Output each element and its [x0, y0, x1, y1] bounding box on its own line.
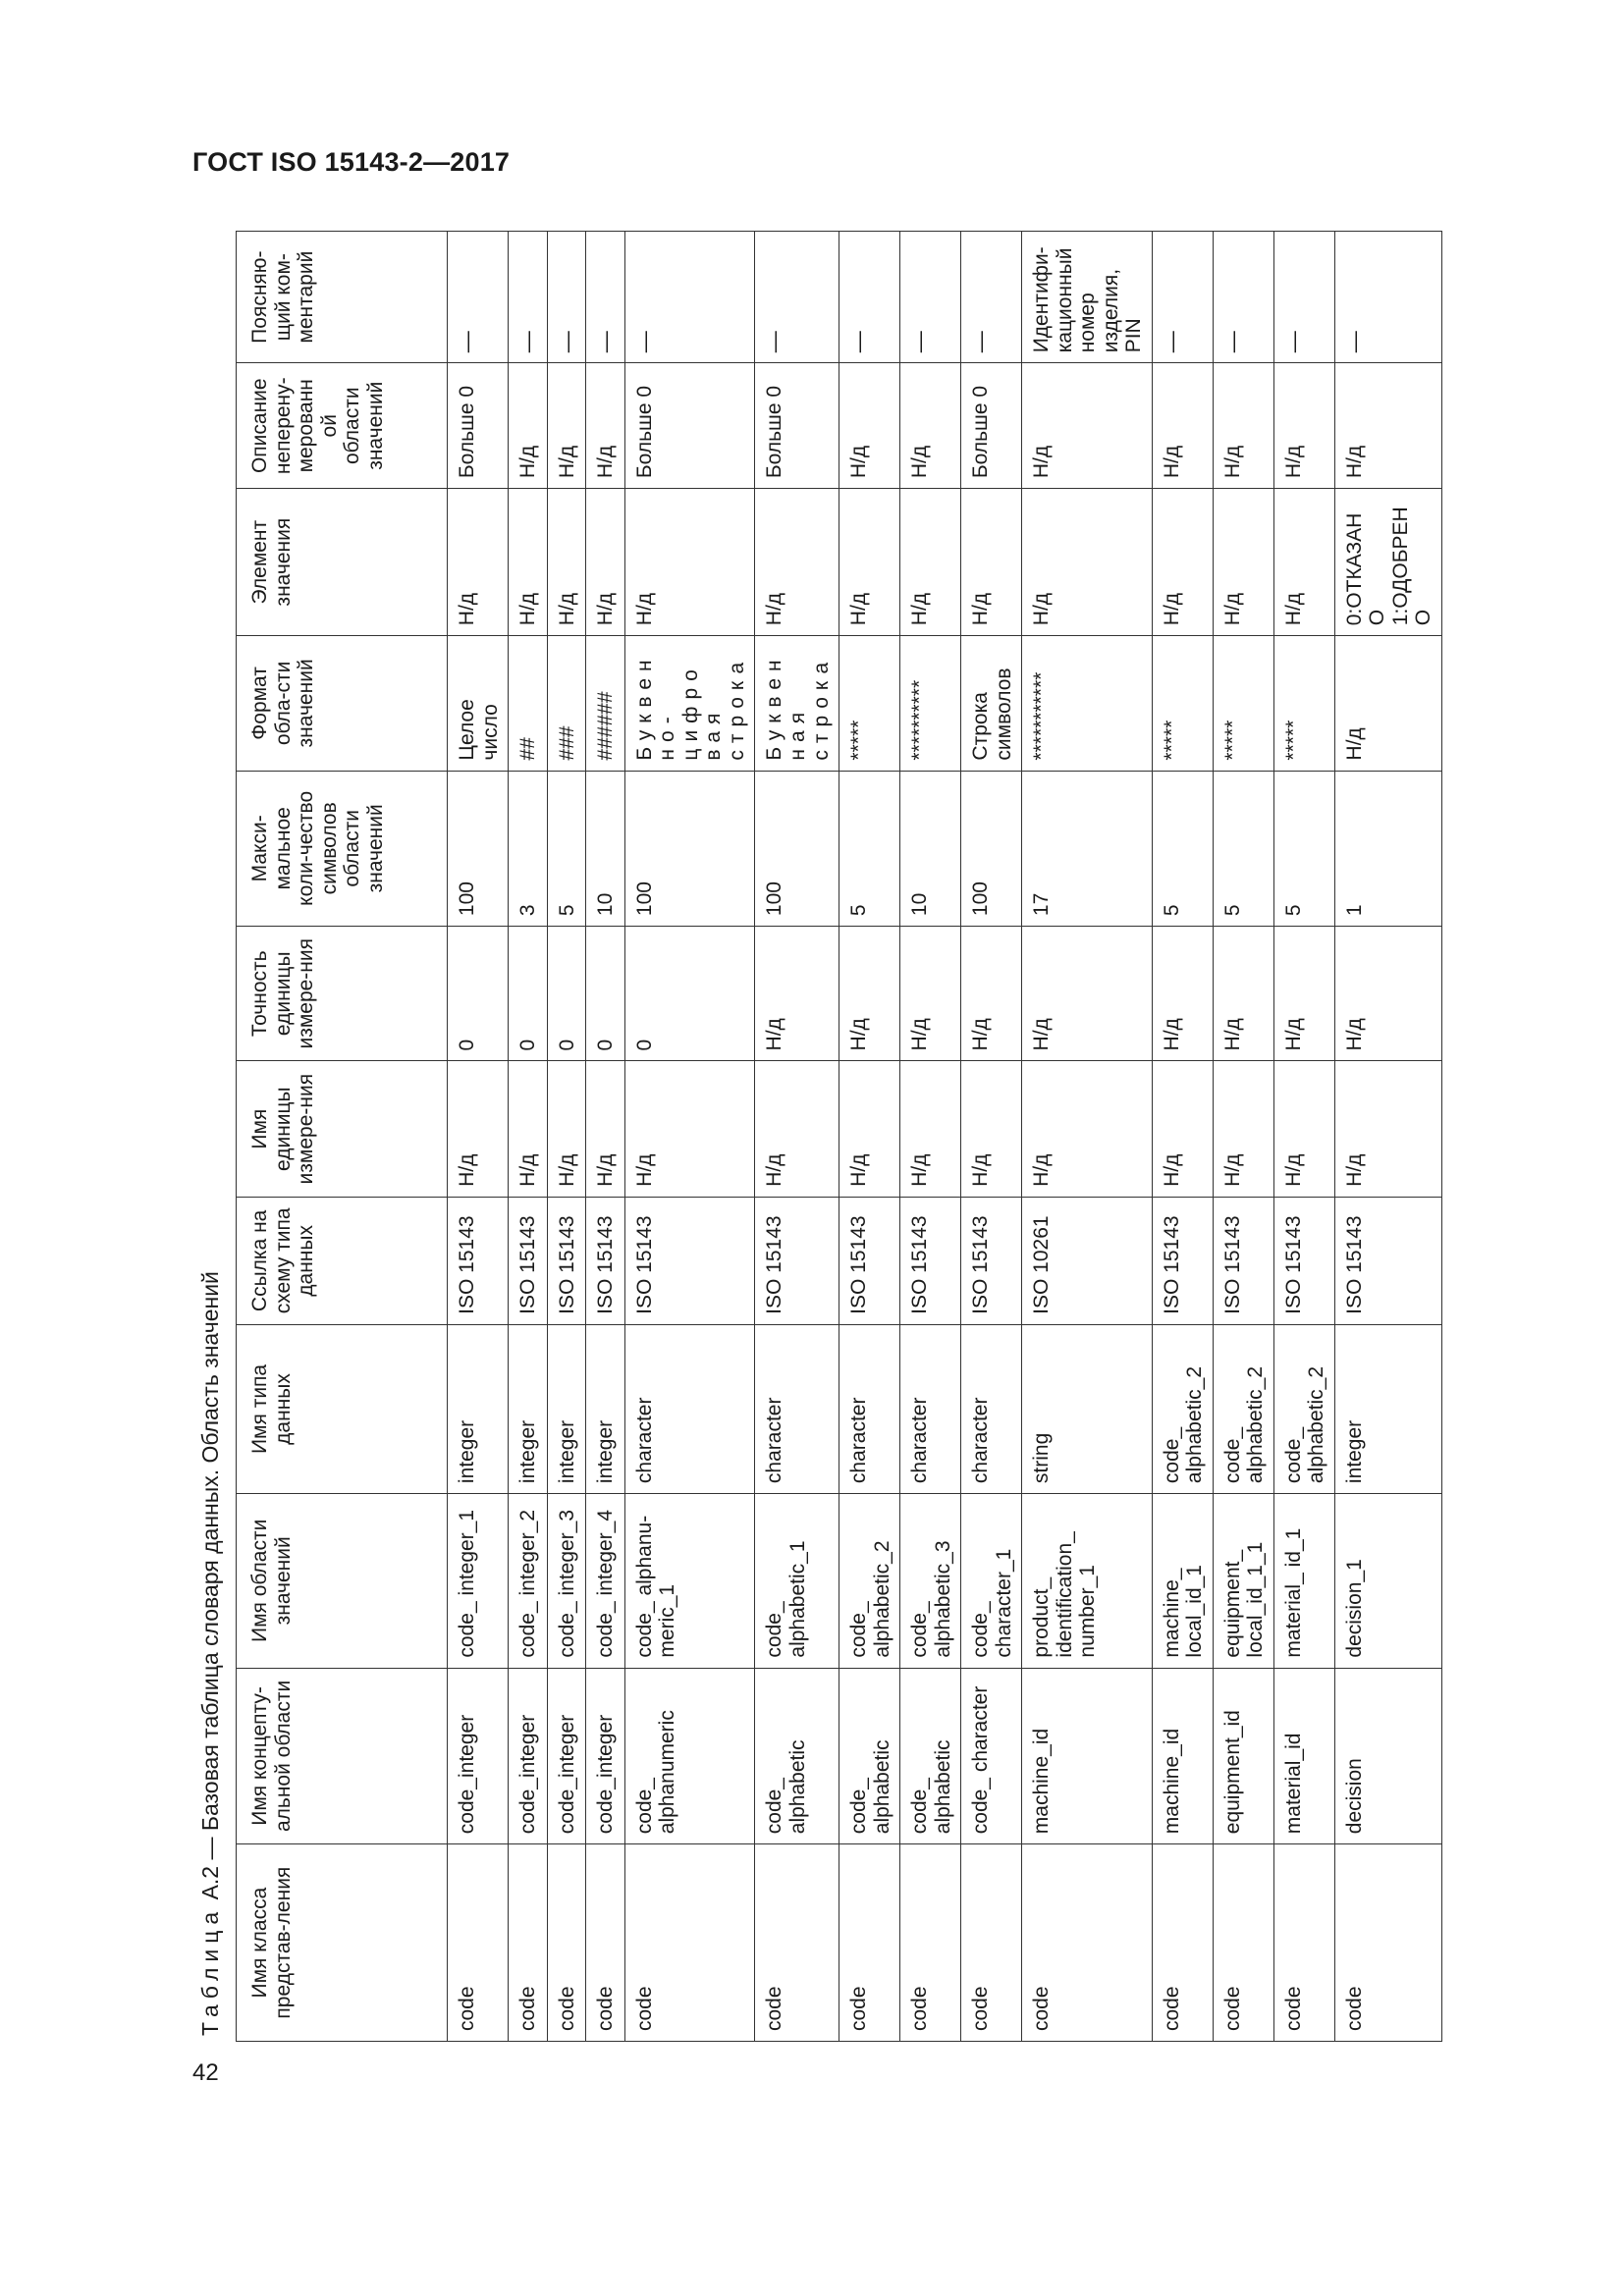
- table-cell: Н/д: [586, 1061, 625, 1197]
- table-cell: Н/д: [509, 363, 548, 489]
- table-cell: ISO 15143: [624, 1197, 755, 1324]
- table-cell: —: [586, 232, 625, 363]
- table-cell: Н/д: [1273, 489, 1334, 636]
- table-cell: Буквенная строка: [755, 636, 839, 771]
- table-cell: code_ integer_1: [448, 1494, 509, 1669]
- table-cell: Строка символов: [961, 636, 1022, 771]
- table-cell: code_integer: [547, 1668, 586, 1844]
- table-cell: 0: [586, 927, 625, 1061]
- table-cell: character: [839, 1324, 900, 1493]
- table-cell: —: [900, 232, 961, 363]
- table-cell: product_ identification_ number_1: [1022, 1494, 1153, 1669]
- table-cell: 5: [547, 771, 586, 927]
- table-cell: —: [509, 232, 548, 363]
- table-cell: code: [961, 1844, 1022, 2042]
- document-header: ГОСТ ISO 15143-2—2017: [192, 147, 511, 177]
- table-cell: ISO 15143: [961, 1197, 1022, 1324]
- table-cell: Н/д: [1152, 489, 1213, 636]
- table-cell: *****: [1273, 636, 1334, 771]
- table-cell: Н/д: [448, 489, 509, 636]
- table-cell: Н/д: [509, 1061, 548, 1197]
- table-cell: 3: [509, 771, 548, 927]
- table-cell: character: [755, 1324, 839, 1493]
- column-header: Элемент значения: [237, 489, 448, 636]
- table-cell: Н/д: [1152, 1061, 1213, 1197]
- table-cell: ISO 15143: [448, 1197, 509, 1324]
- table-row: [1022, 232, 1153, 2042]
- table-cell: Н/д: [755, 1061, 839, 1197]
- table-cell: code: [624, 1844, 755, 2042]
- table-cell: Н/д: [448, 1061, 509, 1197]
- table-row: [1273, 232, 1334, 2042]
- table-cell: Н/д: [547, 489, 586, 636]
- table-caption: [190, 231, 236, 2042]
- table-cell: Н/д: [586, 489, 625, 636]
- table-cell: equipment_ local_id_1_1: [1213, 1494, 1273, 1669]
- table-cell: Н/д: [547, 1061, 586, 1197]
- table-cell: Н/д: [1213, 489, 1273, 636]
- table-cell: —: [547, 232, 586, 363]
- table-cell: integer: [448, 1324, 509, 1493]
- table-cell: integer: [1334, 1324, 1441, 1493]
- table-cell: —: [755, 232, 839, 363]
- table-cell: code_ alphanu-meric_1: [624, 1494, 755, 1669]
- table-cell: ISO 10261: [1022, 1197, 1153, 1324]
- header-row: [237, 232, 448, 2042]
- table-cell: Н/д: [624, 1061, 755, 1197]
- table-cell: ISO 15143: [900, 1197, 961, 1324]
- table-cell: Больше 0: [448, 363, 509, 489]
- table-cell: ***********: [1022, 636, 1153, 771]
- table-cell: 5: [1273, 771, 1334, 927]
- column-header: Макси-мальное коли-чество символов области значений: [237, 771, 448, 927]
- table-cell: Н/д: [1213, 927, 1273, 1061]
- table-cell: —: [1152, 232, 1213, 363]
- table-cell: Н/д: [900, 363, 961, 489]
- table-cell: code_ alphabetic_2: [839, 1494, 900, 1669]
- table-cell: Н/д: [586, 363, 625, 489]
- column-header: Точность единицы измере-ния: [237, 927, 448, 1061]
- table-caption-text: А.2 — Базовая таблица словаря данных. Область значений: [197, 1271, 223, 1900]
- table-cell: code: [448, 1844, 509, 2042]
- table-cell: Больше 0: [624, 363, 755, 489]
- table-cell: code_ character_1: [961, 1494, 1022, 1669]
- table-cell: —: [1334, 232, 1441, 363]
- table-cell: Н/д: [961, 1061, 1022, 1197]
- table-cell: Н/д: [755, 927, 839, 1061]
- table-cell: Н/д: [839, 489, 900, 636]
- table-cell: code: [1152, 1844, 1213, 2042]
- table-cell: Н/д: [1334, 363, 1441, 489]
- table-cell: code: [900, 1844, 961, 2042]
- table-cell: ISO 15143: [509, 1197, 548, 1324]
- rotated-table-block: [190, 231, 1447, 2042]
- table-cell: Н/д: [1334, 927, 1441, 1061]
- table-cell: 10: [900, 771, 961, 927]
- table-row: [755, 232, 839, 2042]
- table-cell: code: [1334, 1844, 1441, 2042]
- table-row: [586, 232, 625, 2042]
- table-cell: ISO 15143: [547, 1197, 586, 1324]
- table-cell: code: [839, 1844, 900, 2042]
- table-cell: code: [1273, 1844, 1334, 2042]
- table-cell: Больше 0: [961, 363, 1022, 489]
- table-cell: Н/д: [624, 489, 755, 636]
- table-header: [237, 232, 448, 2042]
- table-cell: 0: [509, 927, 548, 1061]
- table-cell: 100: [961, 771, 1022, 927]
- table-cell: Н/д: [1273, 927, 1334, 1061]
- table-row: [1152, 232, 1213, 2042]
- table-cell: Н/д: [1152, 927, 1213, 1061]
- table-cell: code_ integer_4: [586, 1494, 625, 1669]
- table-cell: —: [1273, 232, 1334, 363]
- table-body: [448, 232, 1442, 2042]
- table-row: [1213, 232, 1273, 2042]
- table-row: [961, 232, 1022, 2042]
- table-row: [509, 232, 548, 2042]
- table-cell: 17: [1022, 771, 1153, 927]
- table-cell: Н/д: [1334, 1061, 1441, 1197]
- table-cell: code_ alphabetic: [900, 1668, 961, 1844]
- table-cell: ###: [547, 636, 586, 771]
- table-cell: —: [839, 232, 900, 363]
- table-cell: material_id: [1273, 1668, 1334, 1844]
- table-cell: decision_1: [1334, 1494, 1441, 1669]
- table-cell: code_ alphabetic: [755, 1668, 839, 1844]
- table-cell: code_integer: [586, 1668, 625, 1844]
- table-cell: Н/д: [839, 1061, 900, 1197]
- table-cell: 0: [624, 927, 755, 1061]
- table-cell: Идентифи-кационный номер изделия, PIN: [1022, 232, 1153, 363]
- table-row: [839, 232, 900, 2042]
- table-cell: 0:ОТКАЗАНО 1:ОДОБРЕНО: [1334, 489, 1441, 636]
- table-cell: Н/д: [961, 927, 1022, 1061]
- table-cell: code_ integer_2: [509, 1494, 548, 1669]
- table-cell: Целое число: [448, 636, 509, 771]
- table-cell: Н/д: [1334, 636, 1441, 771]
- table-cell: ISO 15143: [1334, 1197, 1441, 1324]
- table-cell: code_ alphabetic_2: [1152, 1324, 1213, 1493]
- column-header: Формат обла-сти значений: [237, 636, 448, 771]
- table-cell: character: [961, 1324, 1022, 1493]
- column-header: Имя единицы измере-ния: [237, 1061, 448, 1197]
- table-cell: code_ alphabetic_2: [1213, 1324, 1273, 1493]
- table-cell: **********: [900, 636, 961, 771]
- column-header: Имя класса представ-ления: [237, 1844, 448, 2042]
- table-cell: string: [1022, 1324, 1153, 1493]
- table-cell: code: [1022, 1844, 1153, 2042]
- table-cell: Больше 0: [755, 363, 839, 489]
- table-cell: Н/д: [755, 489, 839, 636]
- table-cell: machine_id: [1022, 1668, 1153, 1844]
- table-cell: integer: [547, 1324, 586, 1493]
- table-cell: code: [547, 1844, 586, 2042]
- column-header: Поясняю-щий ком-ментарий: [237, 232, 448, 363]
- table-cell: —: [1213, 232, 1273, 363]
- table-cell: ISO 15143: [839, 1197, 900, 1324]
- table-cell: code_ integer_3: [547, 1494, 586, 1669]
- table-cell: integer: [509, 1324, 548, 1493]
- table-cell: 5: [839, 771, 900, 927]
- table-cell: code: [1213, 1844, 1273, 2042]
- table-cell: Н/д: [1022, 363, 1153, 489]
- table-cell: decision: [1334, 1668, 1441, 1844]
- table-cell: code: [586, 1844, 625, 2042]
- table-cell: Н/д: [1273, 1061, 1334, 1197]
- table-cell: Н/д: [547, 363, 586, 489]
- table-row: [900, 232, 961, 2042]
- table-cell: Н/д: [1273, 363, 1334, 489]
- column-header: Описание неперену-мерованной области значений: [237, 363, 448, 489]
- table-cell: ISO 15143: [755, 1197, 839, 1324]
- table-cell: Н/д: [1022, 489, 1153, 636]
- data-dictionary-table: [236, 231, 1442, 2042]
- table-cell: Буквенно-цифровая строка: [624, 636, 755, 771]
- table-cell: Н/д: [961, 489, 1022, 636]
- column-header: Имя типа данных: [237, 1324, 448, 1493]
- column-header: Ссылка на схему типа данных: [237, 1197, 448, 1324]
- table-cell: code: [755, 1844, 839, 2042]
- table-cell: code_ alphabetic: [839, 1668, 900, 1844]
- table-cell: 100: [624, 771, 755, 927]
- table-caption-label: Таблица: [197, 1905, 223, 2036]
- table-cell: Н/д: [839, 363, 900, 489]
- table-cell: 1: [1334, 771, 1441, 927]
- table-row: [1334, 232, 1441, 2042]
- table-cell: material_ id_1: [1273, 1494, 1334, 1669]
- table-cell: equipment_id: [1213, 1668, 1273, 1844]
- table-cell: 0: [448, 927, 509, 1061]
- table-cell: Н/д: [1022, 1061, 1153, 1197]
- table-cell: *****: [1213, 636, 1273, 771]
- table-cell: Н/д: [1213, 363, 1273, 489]
- table-cell: ISO 15143: [1213, 1197, 1273, 1324]
- table-cell: character: [624, 1324, 755, 1493]
- table-cell: *****: [839, 636, 900, 771]
- table-cell: Н/д: [1022, 927, 1153, 1061]
- table-cell: Н/д: [839, 927, 900, 1061]
- table-cell: code_ alphabetic_2: [1273, 1324, 1334, 1493]
- table-cell: code_ alphabetic_3: [900, 1494, 961, 1669]
- table-cell: 5: [1213, 771, 1273, 927]
- table-cell: —: [448, 232, 509, 363]
- table-cell: code_integer: [509, 1668, 548, 1844]
- table-cell: machine_ local_id_1: [1152, 1494, 1213, 1669]
- table-cell: code_ alphabetic_1: [755, 1494, 839, 1669]
- table-cell: Н/д: [900, 489, 961, 636]
- table-cell: ISO 15143: [586, 1197, 625, 1324]
- table-cell: character: [900, 1324, 961, 1493]
- table-cell: Н/д: [1213, 1061, 1273, 1197]
- table-cell: 100: [755, 771, 839, 927]
- table-cell: 5: [1152, 771, 1213, 927]
- column-header: Имя концепту-альной области: [237, 1668, 448, 1844]
- table-cell: Н/д: [1152, 363, 1213, 489]
- column-header: Имя области значений: [237, 1494, 448, 1669]
- table-cell: code_ character: [961, 1668, 1022, 1844]
- table-cell: Н/д: [900, 927, 961, 1061]
- table-cell: code_ alphanumeric: [624, 1668, 755, 1844]
- table-cell: 100: [448, 771, 509, 927]
- page-number: 42: [192, 2059, 219, 2086]
- table-cell: —: [624, 232, 755, 363]
- table-row: [448, 232, 509, 2042]
- table-cell: Н/д: [509, 489, 548, 636]
- table-cell: *****: [1152, 636, 1213, 771]
- table-cell: code_integer: [448, 1668, 509, 1844]
- table-cell: ISO 15143: [1273, 1197, 1334, 1324]
- table-cell: machine_id: [1152, 1668, 1213, 1844]
- table-cell: ISO 15143: [1152, 1197, 1213, 1324]
- table-cell: ##: [509, 636, 548, 771]
- table-cell: integer: [586, 1324, 625, 1493]
- table-cell: 10: [586, 771, 625, 927]
- table-row: [624, 232, 755, 2042]
- table-row: [547, 232, 586, 2042]
- table-cell: ######: [586, 636, 625, 771]
- table-cell: code: [509, 1844, 548, 2042]
- table-cell: Н/д: [900, 1061, 961, 1197]
- table-cell: —: [961, 232, 1022, 363]
- table-cell: 0: [547, 927, 586, 1061]
